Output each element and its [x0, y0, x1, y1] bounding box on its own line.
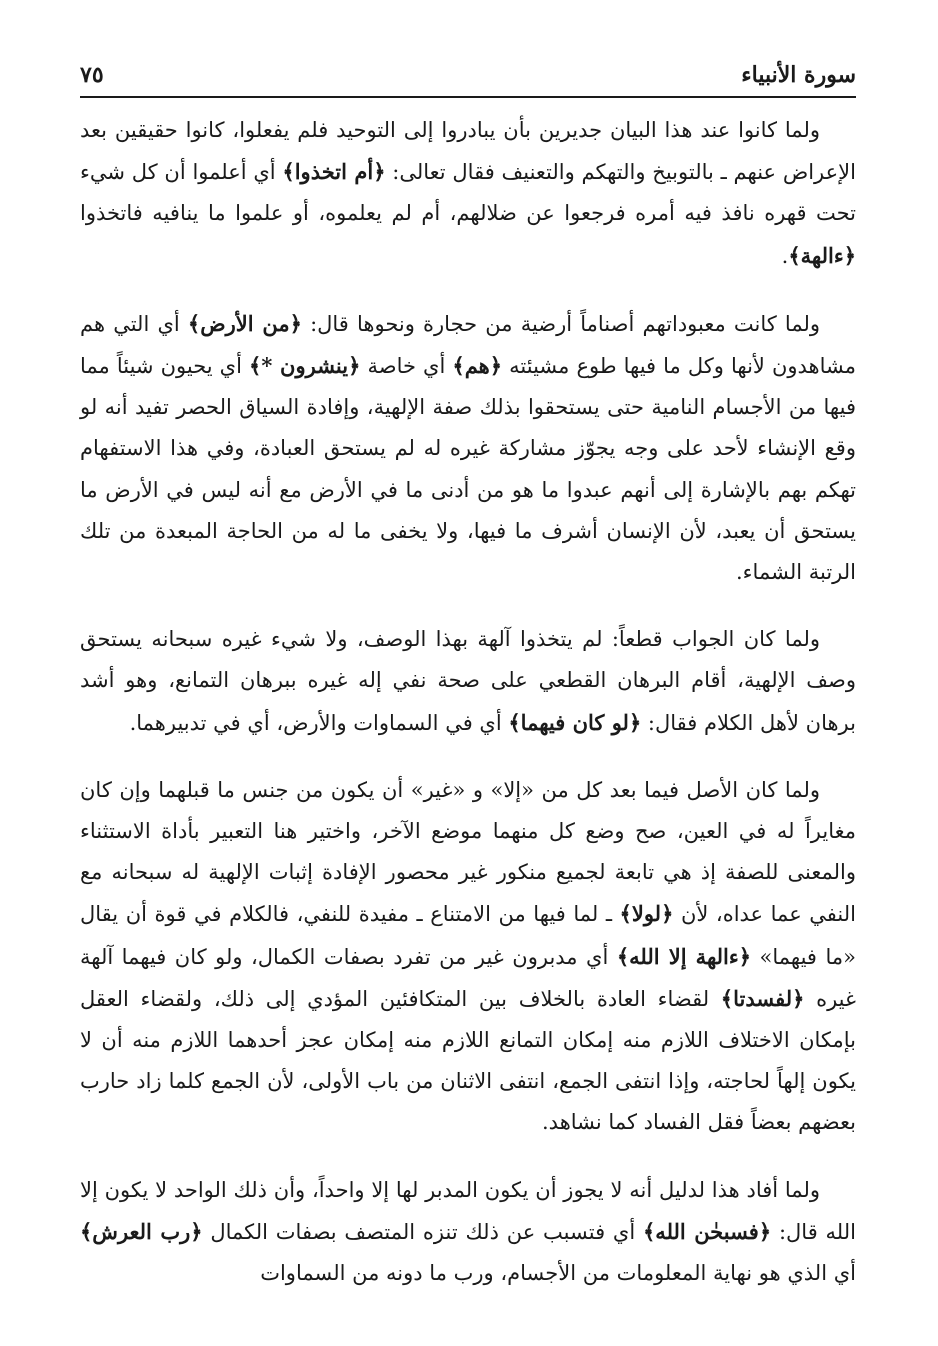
- surah-title: سورة الأنبياء: [741, 62, 856, 88]
- text-segment: أي أعلموا أن كل شيء تحت قهره نافذ فيه أمره فرجعوا عن ضلالهم، أم لم يعلموه، أو علموا ما ينافيه فاتخذوا: [80, 160, 856, 226]
- paragraph: [80, 770, 856, 1144]
- text-segment: أي فتسبب عن ذلك تنزه المتصف بصفات الكمال: [202, 1219, 643, 1244]
- text-segment: ولما كانوا عند هذا البيان جديرين بأن يبادروا إلى التوحيد فلم يفعلوا، كانوا حقيقين بعد الإعراض عنهم ـ بالتوبيخ والتهكم والتعنيف فقال تعالى:: [80, 118, 856, 185]
- paragraph: [80, 619, 856, 744]
- quran-quote: ﴿فسبحٰن الله﴾: [643, 1218, 772, 1244]
- text-segment: أي في السماوات والأرض، أي في تدبيرهما.: [129, 710, 509, 735]
- text-segment: أي التي هم مشاهدون لأنها وكل ما فيها طوع مشيئته: [80, 311, 857, 379]
- paragraph: [80, 303, 856, 593]
- text-segment: أي الذي هو نهاية المعلومات من الأجسام، ورب ما دونه من السماوات: [260, 1261, 856, 1286]
- quran-quote: ﴿لولا﴾: [619, 901, 674, 927]
- text-segment: ـ لما فيها من الامتناع ـ مفيدة للنفي، فالكلام في قوة أن يقال «ما فيهما»: [80, 902, 856, 969]
- page-number: ٧٥: [80, 62, 104, 88]
- body-text: [80, 110, 856, 1294]
- quran-quote: ﴿لفسدتا﴾: [720, 985, 805, 1011]
- text-segment: ولما أفاد هذا لدليل أنه لا يجوز أن يكون المدبر لها إلا واحداً، وأن ذلك الواحد لا يكون إلا الله قال:: [80, 1177, 856, 1244]
- text-segment: ولما كانت معبوداتهم أصناماً أرضية من حجارة ونحوها قال:: [301, 311, 821, 336]
- text-segment: أي مدبرون غير من تفرد بصفات الكمال، ولو كان فيهما آلهة غيره: [80, 944, 857, 1011]
- text-segment: .: [781, 243, 789, 268]
- text-segment: لقضاء العادة بالخلاف بين المتكافئين المؤدي إلى ذلك، ولقضاء العقل بإمكان الاختلاف اللازم منه إمكان التمانع اللازم منه إمكان عجز أحدهما اللازم منه أن لا يكون إلهاً لحاجته، وإذا انتفى الجمع، انتفى الاثنان من باب الأولى، لأن الجمع كلما زاد حارب بعضهم بعضاً فقل الفساد كما نشاهد.: [80, 986, 856, 1135]
- paragraph: [80, 110, 856, 277]
- quran-quote: ﴿من الأرض﴾: [187, 310, 302, 336]
- quran-quote: ﴿أم اتخذوا﴾: [282, 159, 386, 185]
- running-header: [80, 52, 856, 98]
- text-segment: أي يحيون شيئاً مما فيها من الأجسام النامية حتى يستحقوا بذلك صفة الإلهية، وإفادة السياق الحصر تفيد أنه لو وقع الإنشاء لأحد على وجه يجوّز مشاركة غيره له لم يستحق العبادة، وفي هذا الاستفهام تهكم بهم بالإشارة إلى أنهم عبدوا ما هو من أدنى ما في الأرض مع أنه ليس في الأرض ما يستحق أن يعبد، لأن الإنسان أشرف ما فيها، ولا يخفى ما له من الحاجة المبعدة من تلك الرتبة الشماء.: [80, 354, 856, 585]
- paragraph: [80, 1170, 856, 1295]
- quran-quote: ﴿رب العرش﴾: [80, 1218, 203, 1244]
- quran-quote: ﴿ءالهة﴾: [788, 242, 856, 268]
- text-segment: ولما كان الأصل فيما بعد كل من «إلا» و «غير» أن يكون من جنس ما قبلهما وإن كان مغايراً له في العين، صح وضع كل منهما موضع الآخر، واختير هنا التعبير بأداة الاستثناء والمعنى للصفة إذ هي تابعة لجميع منكور غير محصور الإفادة إثبات الإلهية له سبحانه مع النفي عما عداه، لأن: [80, 777, 856, 927]
- quran-quote: ﴿هم﴾: [452, 353, 503, 379]
- text-segment: ولما كان الجواب قطعاً: لم يتخذوا آلهة بهذا الوصف، ولا شيء غيره سبحانه يستحق وصف الإلهية، أقام البرهان القطعي على صحة نفي إله غيره ببرهان التمانع، وهو أشد برهان لأهل الكلام فقال:: [80, 627, 856, 735]
- quran-quote: ﴿لو كان فيهما﴾: [508, 709, 642, 735]
- text-segment: أي خاصة: [360, 354, 453, 379]
- quran-quote: ﴿ينشرون *﴾: [249, 353, 361, 379]
- quran-quote: ﴿ءالهة إلا الله﴾: [616, 943, 752, 969]
